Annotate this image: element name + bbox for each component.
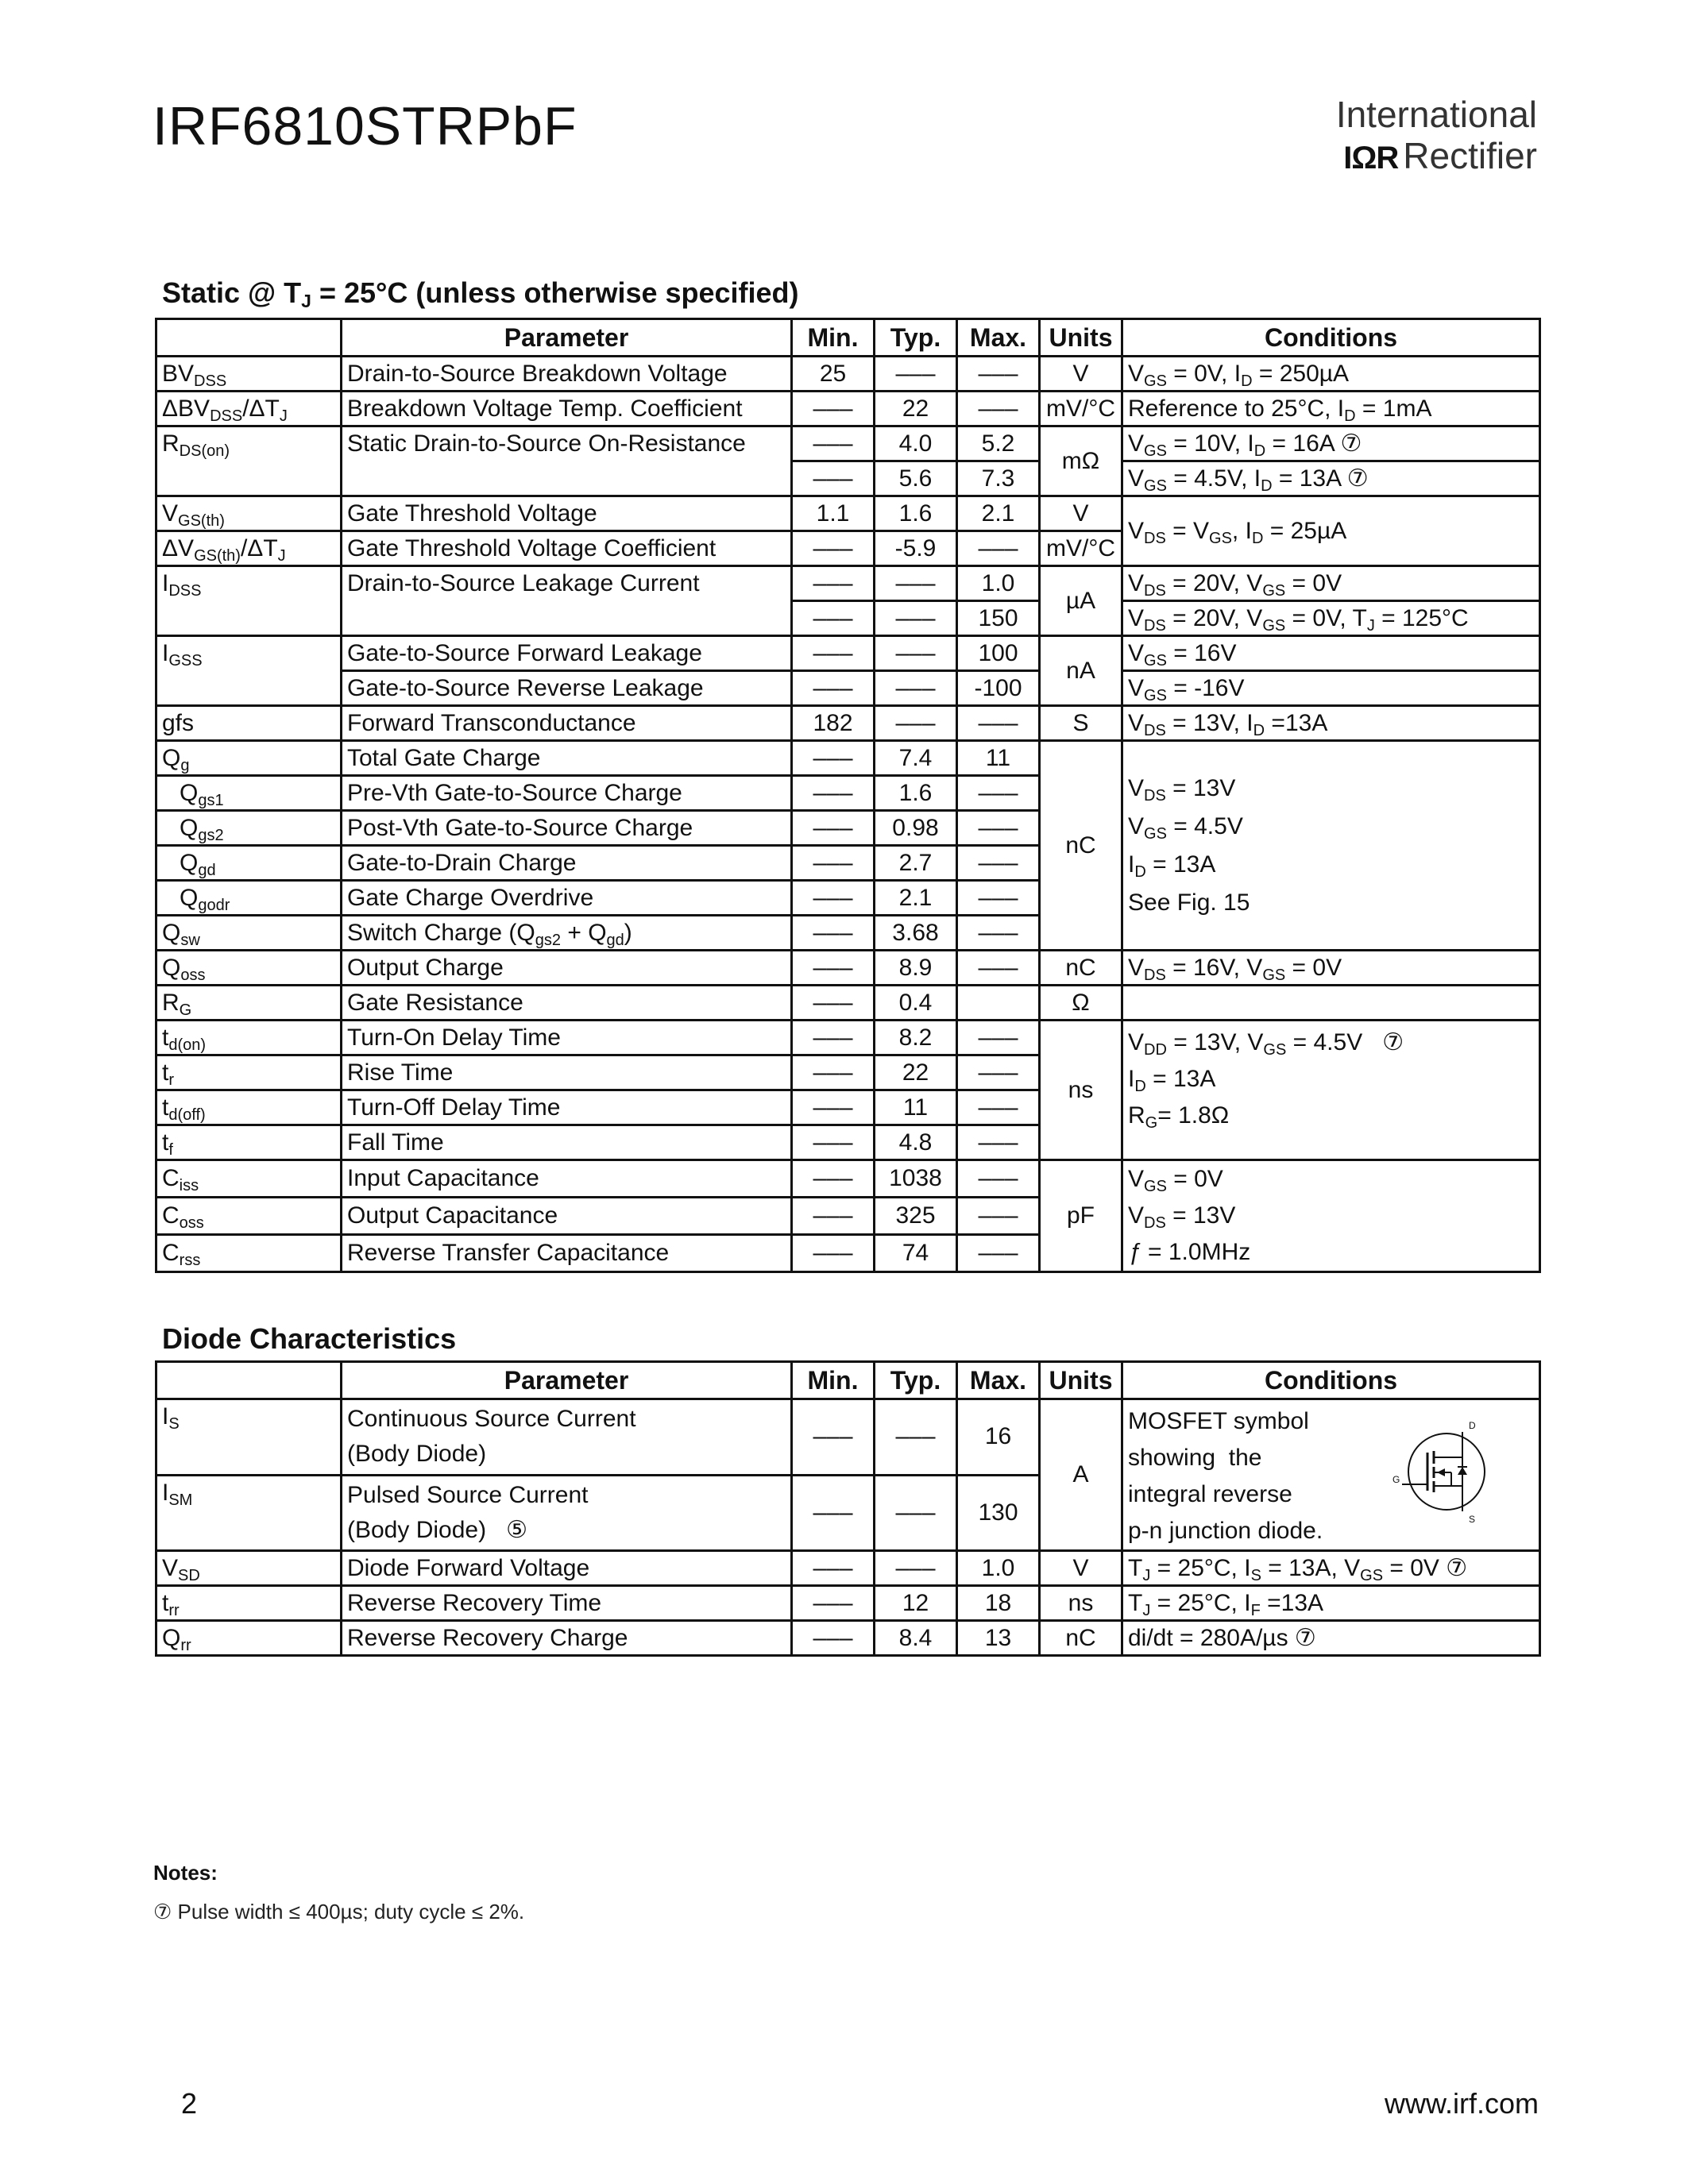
max: 130 — [957, 1475, 1040, 1551]
parameter: Pre-Vth Gate-to-Source Charge — [342, 776, 792, 811]
symbol: $t_{d(on)}$ — [156, 1021, 342, 1055]
min: ––– — [792, 1235, 875, 1272]
symbol: $Q_{gd}$ — [156, 846, 342, 881]
max: -100 — [957, 671, 1040, 706]
parameter: Output Charge — [342, 951, 792, 986]
static-title-suffix: = 25°C (unless otherwise specified) — [311, 276, 799, 309]
symbol: $t_{rr}$ — [156, 1586, 342, 1621]
parameter: Breakdown Voltage Temp. Coefficient — [342, 392, 792, 426]
conditions: $V_{DD} = 13V$, $V_{GS} = 4.5V$ ⑦ $I_D = 13A$ $R_G= 1.8\Omega$ — [1122, 1021, 1540, 1160]
typ: ––– — [875, 357, 957, 392]
header-min: Min. — [792, 319, 875, 357]
diode-section-title: Diode Characteristics — [162, 1322, 457, 1355]
max: ––– — [957, 846, 1040, 881]
symbol: $Q_{sw}$ — [156, 916, 342, 951]
min: ––– — [792, 1021, 875, 1055]
table-row — [156, 496, 1540, 531]
brand-line2: Rectifier — [1403, 135, 1537, 176]
typ: 8.9 — [875, 951, 957, 986]
units: nC — [1040, 741, 1122, 951]
min: ––– — [792, 741, 875, 776]
conditions: $V_{GS} = 0V$, $I_D = 250\mu A$ — [1122, 357, 1540, 392]
min: ––– — [792, 1125, 875, 1160]
min: ––– — [792, 951, 875, 986]
table-row — [156, 636, 1540, 671]
parameter: Gate Threshold Voltage — [342, 496, 792, 531]
symbol: $\Delta BV_{DSS}/\Delta T_J$ — [156, 392, 342, 426]
min: 1.1 — [792, 496, 875, 531]
min: ––– — [792, 461, 875, 496]
typ: 5.6 — [875, 461, 957, 496]
min: ––– — [792, 916, 875, 951]
table-row — [156, 1160, 1540, 1198]
conditions: $V_{DS} = 13V$ $V_{GS} = 4.5V$ $I_D = 13A$ See Fig. 15 — [1122, 741, 1540, 951]
header-parameter: Parameter — [342, 1362, 792, 1399]
table-row — [156, 741, 1540, 776]
symbol: $I_{GSS}$ — [156, 636, 342, 706]
min: ––– — [792, 1621, 875, 1656]
min: ––– — [792, 636, 875, 671]
table-row — [156, 357, 1540, 392]
conditions: $V_{GS} = 10V$, $I_D = 16A$ ⑦ — [1122, 426, 1540, 461]
mosfet-symbol-icon — [1391, 1416, 1494, 1527]
mosfet-symbol-note: MOSFET symbol showing the integral reverse p-n junction diode. D G S — [1128, 1403, 1534, 1549]
header-conditions: Conditions — [1122, 1362, 1540, 1399]
typ: 3.68 — [875, 916, 957, 951]
typ: ––– — [875, 1475, 957, 1551]
conditions — [1122, 1399, 1540, 1551]
parameter: Forward Transconductance — [342, 706, 792, 741]
parameter: Reverse Transfer Capacitance — [342, 1235, 792, 1272]
notes-title: Notes: — [153, 1861, 218, 1885]
header-units: Units — [1040, 1362, 1122, 1399]
min: ––– — [792, 1399, 875, 1476]
units: mV/°C — [1040, 531, 1122, 566]
symbol: $Q_{rr}$ — [156, 1621, 342, 1656]
symbol: $Q_g$ — [156, 741, 342, 776]
table-row — [156, 1586, 1540, 1621]
min: ––– — [792, 1160, 875, 1198]
typ: 22 — [875, 1055, 957, 1090]
symbol: $Q_{gs1}$ — [156, 776, 342, 811]
max: ––– — [957, 531, 1040, 566]
brand-logo — [1336, 94, 1537, 179]
static-characteristics-table — [155, 318, 1541, 1273]
parameter: Fall Time — [342, 1125, 792, 1160]
min: ––– — [792, 601, 875, 636]
min: 182 — [792, 706, 875, 741]
max: 13 — [957, 1621, 1040, 1656]
max: 1.0 — [957, 566, 1040, 601]
max: ––– — [957, 1198, 1040, 1235]
parameter: Post-Vth Gate-to-Source Charge — [342, 811, 792, 846]
symbol: $t_r$ — [156, 1055, 342, 1090]
table-row — [156, 986, 1540, 1021]
units: A — [1040, 1399, 1122, 1551]
typ: 8.2 — [875, 1021, 957, 1055]
units: V — [1040, 1551, 1122, 1586]
table-row — [156, 566, 1540, 601]
symbol: $R_G$ — [156, 986, 342, 1021]
table-header-row — [156, 1362, 1540, 1399]
conditions: $V_{GS} = 16V$ — [1122, 636, 1540, 671]
max: ––– — [957, 706, 1040, 741]
header-max: Max. — [957, 319, 1040, 357]
parameter: Diode Forward Voltage — [342, 1551, 792, 1586]
typ: 7.4 — [875, 741, 957, 776]
max: 100 — [957, 636, 1040, 671]
max: ––– — [957, 1125, 1040, 1160]
units: S — [1040, 706, 1122, 741]
parameter: Turn-On Delay Time — [342, 1021, 792, 1055]
header-symbol — [156, 319, 342, 357]
parameter: Total Gate Charge — [342, 741, 792, 776]
max: 2.1 — [957, 496, 1040, 531]
conditions: $T_J = 25^\circ C$, $I_S = 13A$, $V_{GS} = 0V$ ⑦ — [1122, 1551, 1540, 1586]
svg-text:S: S — [1469, 1514, 1476, 1525]
svg-text:G: G — [1393, 1474, 1400, 1485]
typ: 4.0 — [875, 426, 957, 461]
symbol: $V_{GS(th)}$ — [156, 496, 342, 531]
parameter: Switch Charge $(Q_{gs2} + Q_{gd})$ — [342, 916, 792, 951]
conditions: $T_J = 25^\circ C$, $I_F =13A$ — [1122, 1586, 1540, 1621]
parameter: Reverse Recovery Time — [342, 1586, 792, 1621]
units: µA — [1040, 566, 1122, 636]
typ: 325 — [875, 1198, 957, 1235]
symbol: $t_{d(off)}$ — [156, 1090, 342, 1125]
website-link[interactable]: www.irf.com — [1384, 2087, 1539, 2120]
header-conditions: Conditions — [1122, 319, 1540, 357]
typ: ––– — [875, 636, 957, 671]
note-pulse-width: ⑦ Pulse width ≤ 400µs; duty cycle ≤ 2%. — [153, 1900, 525, 1924]
parameter: Gate Threshold Voltage Coefficient — [342, 531, 792, 566]
min: ––– — [792, 671, 875, 706]
max: ––– — [957, 1235, 1040, 1272]
symbol: $I_{SM}$ — [156, 1475, 342, 1551]
static-title-prefix: Static @ T — [162, 276, 302, 309]
table-row — [156, 1021, 1540, 1055]
typ: 2.1 — [875, 881, 957, 916]
typ: 0.98 — [875, 811, 957, 846]
symbol: $V_{SD}$ — [156, 1551, 342, 1586]
table-row — [156, 706, 1540, 741]
min: 25 — [792, 357, 875, 392]
parameter: Gate-to-Source Forward Leakage — [342, 636, 792, 671]
table-row — [156, 426, 1540, 461]
parameter: Gate-to-Source Reverse Leakage — [342, 671, 792, 706]
conditions: Reference to 25°C, $I_D = 1mA$ — [1122, 392, 1540, 426]
typ: 12 — [875, 1586, 957, 1621]
static-title-sub: J — [301, 291, 311, 311]
max — [957, 986, 1040, 1021]
units: nC — [1040, 951, 1122, 986]
min: ––– — [792, 566, 875, 601]
parameter: Output Capacitance — [342, 1198, 792, 1235]
units: mV/°C — [1040, 392, 1122, 426]
parameter: Turn-Off Delay Time — [342, 1090, 792, 1125]
parameter: Static Drain-to-Source On-Resistance — [342, 426, 792, 496]
header-typ: Typ. — [875, 319, 957, 357]
page-number: 2 — [181, 2087, 198, 2120]
conditions: $V_{DS} = 20V$, $V_{GS} = 0V$ — [1122, 566, 1540, 601]
symbol: $\Delta V_{GS(th)}/\Delta T_J$ — [156, 531, 342, 566]
min: ––– — [792, 986, 875, 1021]
units: nA — [1040, 636, 1122, 706]
typ: 0.4 — [875, 986, 957, 1021]
brand-line1: International — [1335, 94, 1537, 135]
max: ––– — [957, 1055, 1040, 1090]
table-row — [156, 1621, 1540, 1656]
parameter: Continuous Source Current (Body Diode) — [342, 1399, 792, 1476]
header-symbol — [156, 1362, 342, 1399]
symbol: $Q_{oss}$ — [156, 951, 342, 986]
units: Ω — [1040, 986, 1122, 1021]
symbol: $C_{rss}$ — [156, 1235, 342, 1272]
table-row — [156, 671, 1540, 706]
parameter: Pulsed Source Current (Body Diode) ⑤ — [342, 1475, 792, 1551]
conditions: $V_{DS} = 16V$, $V_{GS} = 0V$ — [1122, 951, 1540, 986]
table-row — [156, 1551, 1540, 1586]
symbol: $I_S$ — [156, 1399, 342, 1476]
parameter: Gate Charge Overdrive — [342, 881, 792, 916]
max: 18 — [957, 1586, 1040, 1621]
symbol: $R_{DS(on)}$ — [156, 426, 342, 496]
symbol: $Q_{gs2}$ — [156, 811, 342, 846]
conditions: $V_{GS} = -16V$ — [1122, 671, 1540, 706]
parameter: Gate-to-Drain Charge — [342, 846, 792, 881]
max: ––– — [957, 1160, 1040, 1198]
typ: 4.8 — [875, 1125, 957, 1160]
typ: ––– — [875, 1399, 957, 1476]
typ: 1.6 — [875, 776, 957, 811]
conditions — [1122, 986, 1540, 1021]
typ: 22 — [875, 392, 957, 426]
symbol: $C_{iss}$ — [156, 1160, 342, 1198]
table-header-row — [156, 319, 1540, 357]
parameter: Input Capacitance — [342, 1160, 792, 1198]
parameter: Reverse Recovery Charge — [342, 1621, 792, 1656]
conditions: $V_{DS} = 20V$, $V_{GS} = 0V$, $T_J = 125^\circ C$ — [1122, 601, 1540, 636]
units: ns — [1040, 1021, 1122, 1160]
conditions: $V_{GS} = 0V$ $V_{DS} = 13V$ ƒ = 1.0MHz — [1122, 1160, 1540, 1272]
units: nC — [1040, 1621, 1122, 1656]
units: V — [1040, 357, 1122, 392]
typ: ––– — [875, 1551, 957, 1586]
static-section-title — [162, 276, 799, 310]
max: 150 — [957, 601, 1040, 636]
parameter: Drain-to-Source Breakdown Voltage — [342, 357, 792, 392]
min: ––– — [792, 1090, 875, 1125]
typ: ––– — [875, 706, 957, 741]
min: ––– — [792, 1551, 875, 1586]
min: ––– — [792, 1586, 875, 1621]
typ: ––– — [875, 566, 957, 601]
header-units: Units — [1040, 319, 1122, 357]
units: ns — [1040, 1586, 1122, 1621]
typ: ––– — [875, 671, 957, 706]
max: ––– — [957, 392, 1040, 426]
max: ––– — [957, 776, 1040, 811]
min: ––– — [792, 1475, 875, 1551]
symbol: $C_{oss}$ — [156, 1198, 342, 1235]
max: ––– — [957, 357, 1040, 392]
svg-text:D: D — [1469, 1420, 1476, 1431]
min: ––– — [792, 1198, 875, 1235]
max: 16 — [957, 1399, 1040, 1476]
symbol: $I_{DSS}$ — [156, 566, 342, 636]
units: V — [1040, 496, 1122, 531]
table-row — [156, 392, 1540, 426]
parameter: Gate Resistance — [342, 986, 792, 1021]
min: ––– — [792, 392, 875, 426]
typ: 11 — [875, 1090, 957, 1125]
typ: 74 — [875, 1235, 957, 1272]
units: pF — [1040, 1160, 1122, 1272]
symbol: $BV_{DSS}$ — [156, 357, 342, 392]
symbol: gfs — [156, 706, 342, 741]
min: ––– — [792, 846, 875, 881]
symbol: $t_f$ — [156, 1125, 342, 1160]
min: ––– — [792, 776, 875, 811]
max: 7.3 — [957, 461, 1040, 496]
typ: 1038 — [875, 1160, 957, 1198]
max: ––– — [957, 1090, 1040, 1125]
max: ––– — [957, 916, 1040, 951]
max: ––– — [957, 881, 1040, 916]
parameter: Rise Time — [342, 1055, 792, 1090]
part-number-title: IRF6810STRPbF — [153, 96, 577, 156]
parameter: Drain-to-Source Leakage Current — [342, 566, 792, 636]
min: ––– — [792, 1055, 875, 1090]
table-row — [156, 1399, 1540, 1476]
symbol: $Q_{godr}$ — [156, 881, 342, 916]
conditions: $V_{DS} = 13V$, $I_D =13A$ — [1122, 706, 1540, 741]
min: ––– — [792, 881, 875, 916]
max: 5.2 — [957, 426, 1040, 461]
typ: 2.7 — [875, 846, 957, 881]
max: ––– — [957, 951, 1040, 986]
header-min: Min. — [792, 1362, 875, 1399]
typ: 8.4 — [875, 1621, 957, 1656]
table-row — [156, 951, 1540, 986]
units: mΩ — [1040, 426, 1122, 496]
ior-logo-mark: IΩR — [1343, 141, 1399, 176]
typ: ––– — [875, 601, 957, 636]
diode-characteristics-table — [155, 1360, 1541, 1657]
min: ––– — [792, 426, 875, 461]
max: ––– — [957, 811, 1040, 846]
conditions: $V_{DS} = V_{GS}$, $I_D = 25\mu A$ — [1122, 496, 1540, 566]
max: ––– — [957, 1021, 1040, 1055]
header-parameter: Parameter — [342, 319, 792, 357]
header-max: Max. — [957, 1362, 1040, 1399]
conditions: $V_{GS} = 4.5V$, $I_D = 13A$ ⑦ — [1122, 461, 1540, 496]
conditions: di/dt = 280A/µs ⑦ — [1122, 1621, 1540, 1656]
max: 11 — [957, 741, 1040, 776]
header-typ: Typ. — [875, 1362, 957, 1399]
typ: -5.9 — [875, 531, 957, 566]
max: 1.0 — [957, 1551, 1040, 1586]
min: ––– — [792, 811, 875, 846]
min: ––– — [792, 531, 875, 566]
typ: 1.6 — [875, 496, 957, 531]
